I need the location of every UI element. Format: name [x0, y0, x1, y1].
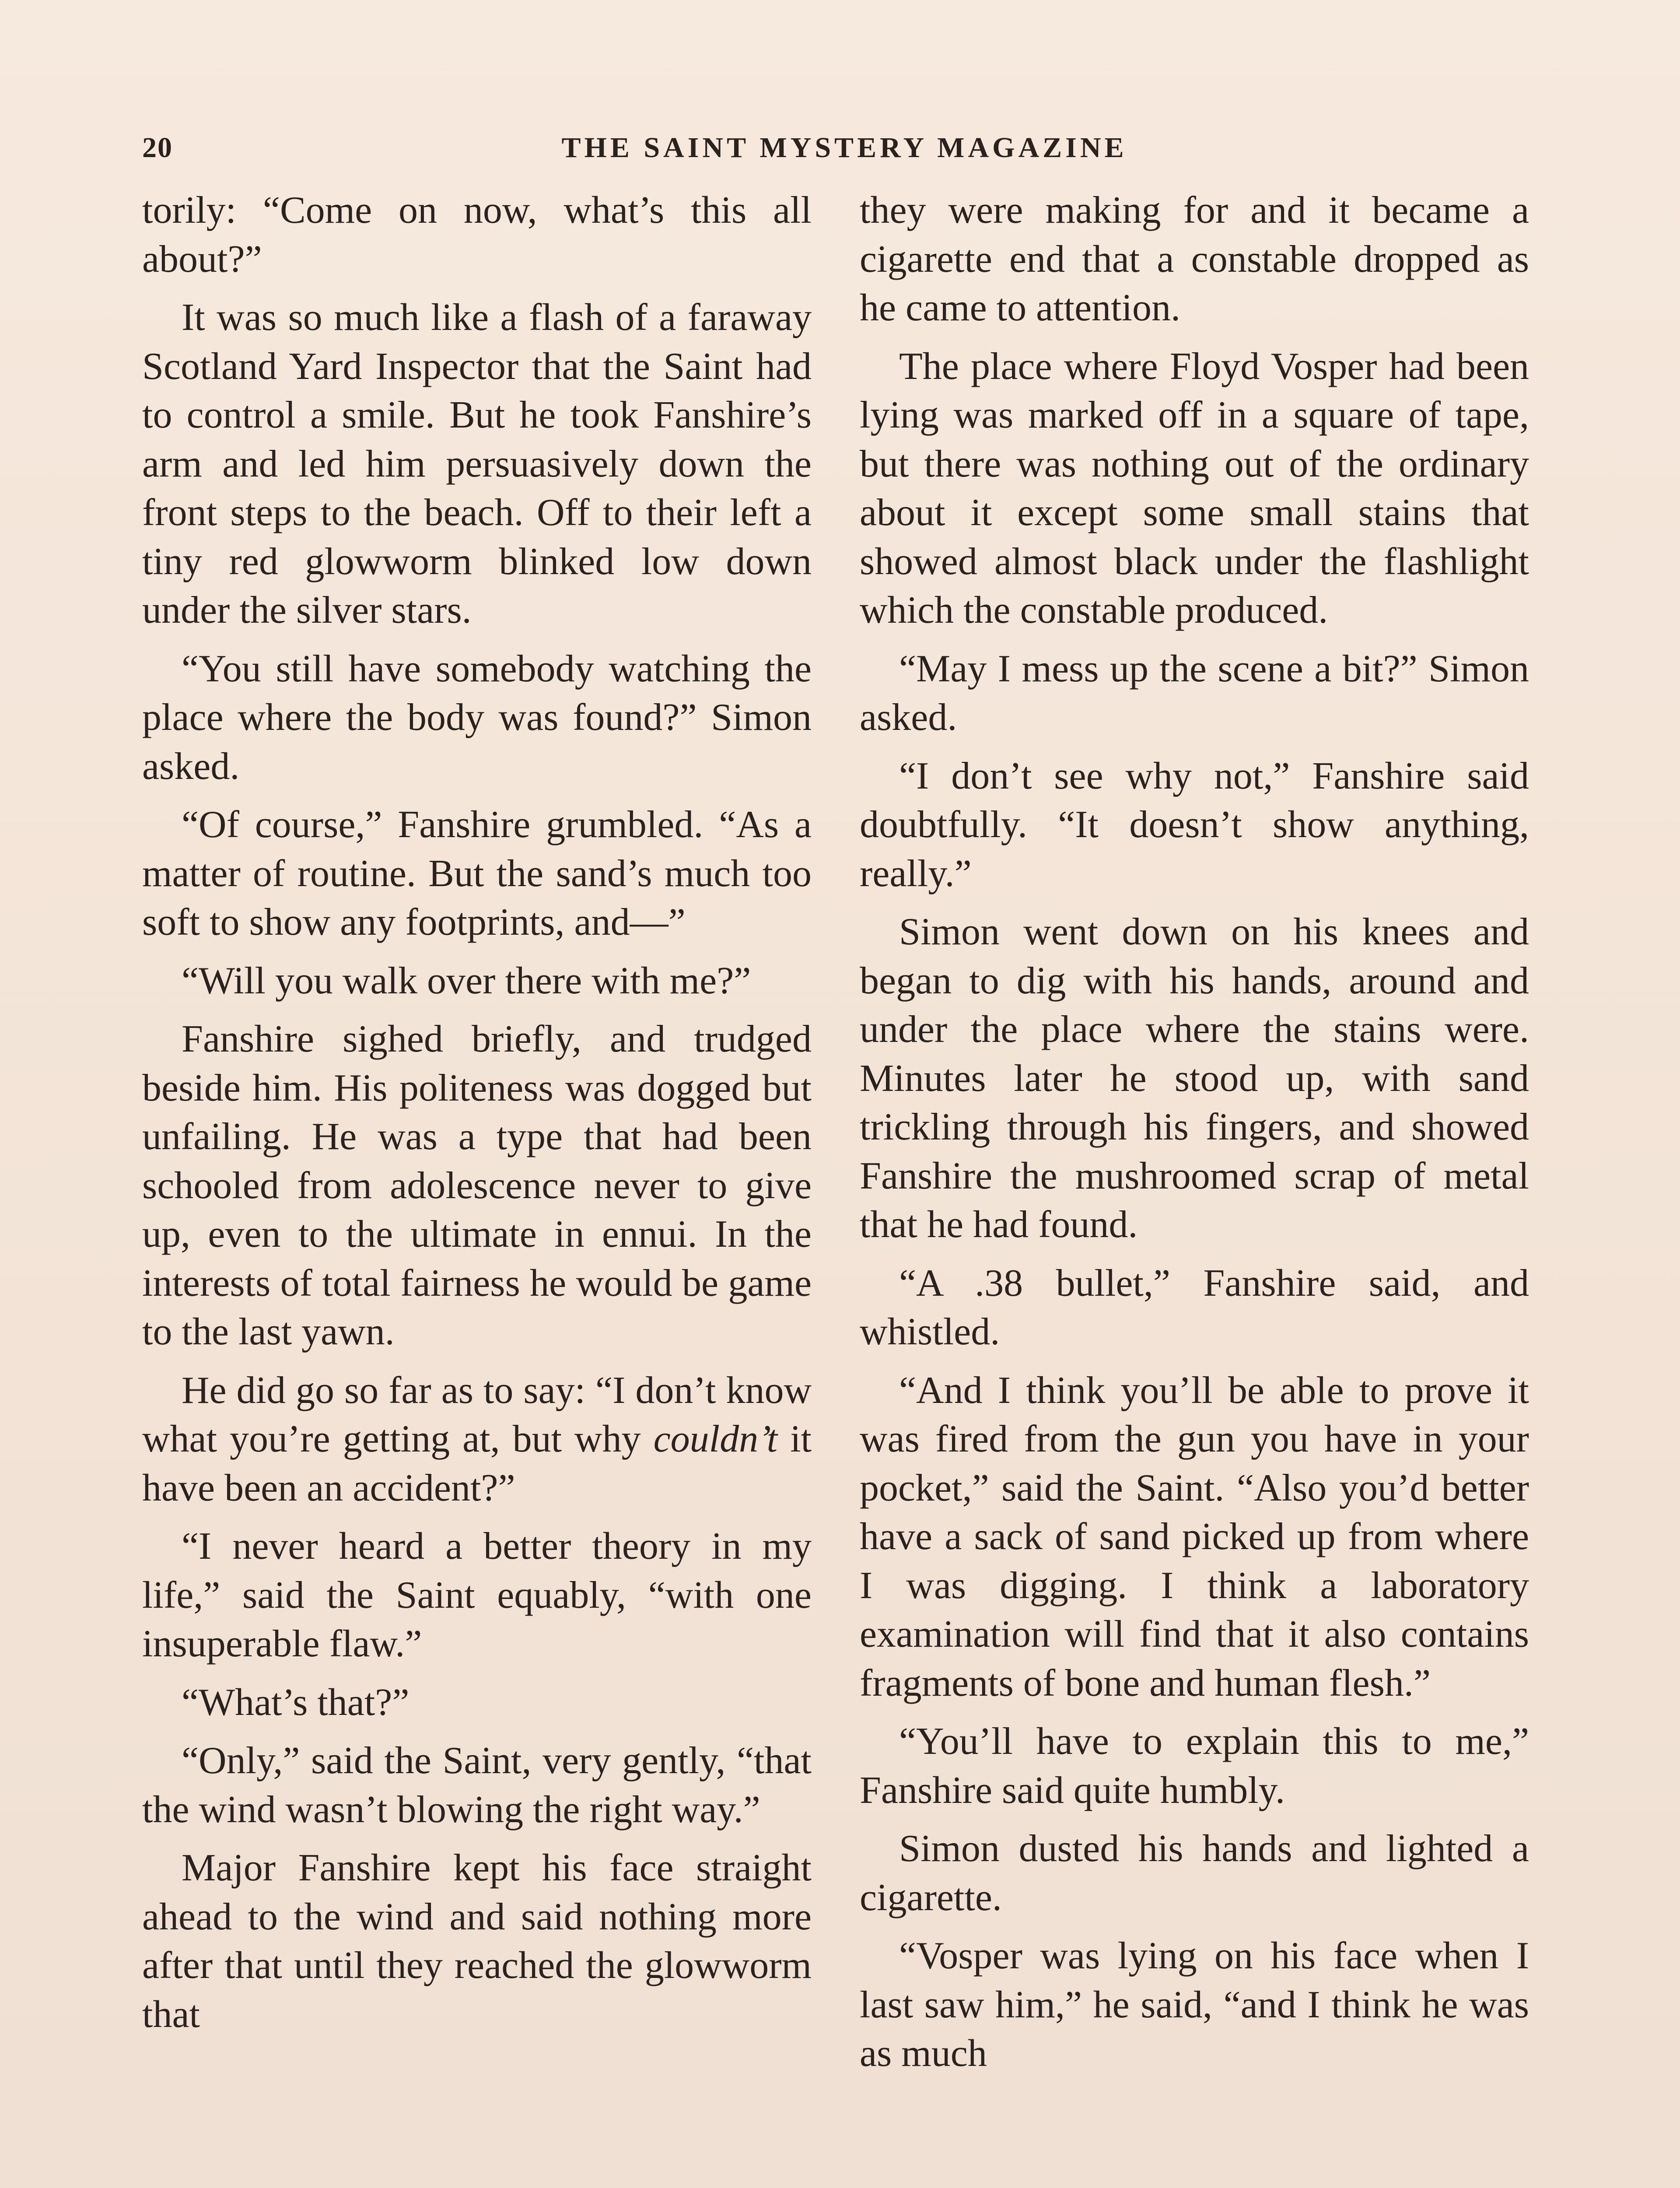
paragraph: “I never heard a better theory in my life,” said the Saint equably, “with one insuperable flaw.” [142, 1525, 812, 1665]
paragraph: Simon dusted his hands and lighted a cigarette. [860, 1827, 1529, 1919]
right-column [860, 186, 1529, 2088]
paragraph: torily: “Come on now, what’s this all about?” [142, 189, 812, 281]
paragraph: Fanshire sighed briefly, and trudged beside him. His politeness was dogged but unfailing. He was a type that had been schooled from adolescence never to give up, even to the ultimate in ennui. In the interests of total fairness he would be game to the last yawn. [142, 1018, 812, 1353]
paragraph: “And I think you’ll be able to prove it was fired from the gun you have in your pocket,” said the Saint. “Also you’d better have a sack of sand picked up from where I was digging. I think a laboratory examination will find that it also contains fragments of bone and human flesh.” [860, 1369, 1529, 1704]
paragraph: The place where Floyd Vosper had been lying was marked off in a square of tape, but there was nothing out of the ordinary about it except some small stains that showed almost black under the flashlight which the constable produced. [860, 345, 1529, 631]
paragraph: “May I mess up the scene a bit?” Simon asked. [860, 647, 1529, 739]
paragraph: “You’ll have to explain this to me,” Fanshire said quite humbly. [860, 1720, 1529, 1812]
paragraph: they were making for and it became a cigarette end that a constable dropped as he came to attention. [860, 189, 1529, 329]
paragraph-text: He did go so far as to say: “I don’t know what you’re getting at, but why [142, 1369, 812, 1460]
left-column [142, 186, 812, 2048]
paragraph: “Only,” said the Saint, very gently, “that the wind wasn’t blowing the right way.” [142, 1739, 812, 1831]
italic-emphasis: couldn’t [653, 1418, 778, 1460]
page-header [142, 131, 1547, 171]
paragraph: “I don’t see why not,” Fanshire said doubtfully. “It doesn’t show anything, really.” [860, 754, 1529, 895]
running-title: THE SAINT MYSTERY MAGAZINE [561, 132, 1127, 164]
paragraph-text: it have been an accident?” [142, 1418, 812, 1509]
paragraph [142, 1366, 812, 1513]
paragraph: “Vosper was lying on his face when I last saw him,” he said, “and I think he was as much [860, 1935, 1529, 2075]
paragraph: “Will you walk over there with me?” [182, 959, 751, 1002]
page-number: 20 [142, 132, 173, 164]
paragraph: Major Fanshire kept his face straight ahead to the wind and said nothing more after that until they reached the glowworm that [142, 1847, 812, 2036]
paragraph: Simon went down on his knees and began to dig with his hands, around and under the place where the stains were. Minutes later he stood up, with sand trickling through his fingers, and showed Fanshire the mushroomed scrap of metal that he had found. [860, 911, 1529, 1246]
paragraph: It was so much like a flash of a faraway Scotland Yard Inspector that the Saint had to control a smile. But he took Fanshire’s arm and led him persuasively down the front steps to the beach. Off to their left a tiny red glowworm blinked low down under the silver stars. [142, 296, 812, 631]
paragraph: “What’s that?” [182, 1681, 410, 1724]
paragraph: “A .38 bullet,” Fanshire said, and whistled. [860, 1262, 1529, 1353]
paragraph: “Of course,” Fanshire grumbled. “As a matter of routine. But the sand’s much too soft to show any footprints, and—” [142, 803, 812, 943]
paragraph: “You still have somebody watching the place where the body was found?” Simon asked. [142, 647, 812, 788]
